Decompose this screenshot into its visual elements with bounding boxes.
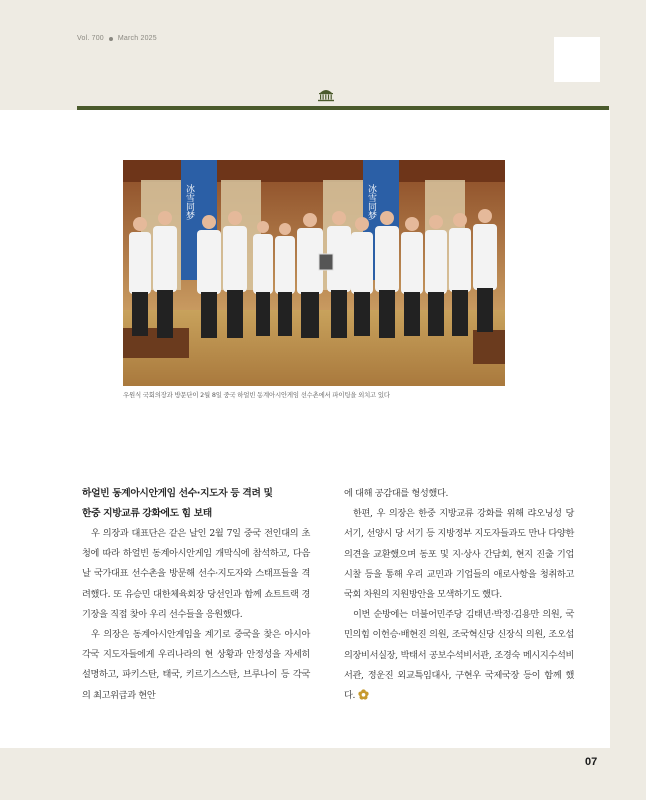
- group-photo: [123, 160, 505, 386]
- paragraph-last: [344, 605, 574, 706]
- article-column-left: [82, 484, 310, 706]
- banner-text-right: 冰雪同梦: [366, 184, 376, 220]
- banner-text-left: 冰雪同梦: [184, 184, 194, 220]
- national-assembly-icon: [316, 88, 336, 102]
- issue-date: March 2025: [117, 35, 157, 42]
- paragraph: 우 의장과 대표단은 같은 날인 2월 7일 중국 전인대의 초청에 따라 하얼빈 동계아시안게임 개막식에 참석하고, 다음날 국가대표 선수촌을 방문해 선수·지도자와 스태프들을 격려했다. 또 유승민 대한체육회장 당선인과 함께 쇼트트랙 경기장을 직접 찾아 우리 선수들을 응원했다.: [82, 528, 310, 620]
- heading-line-1: 하얼빈 동계아시안게임 선수·지도자 등 격려 및: [82, 488, 273, 499]
- flower-end-icon: [358, 689, 369, 700]
- paragraph: 우 의장은 동계아시안게임을 계기로 중국을 찾은 아시아 각국 지도자들에게 우리나라의 현 상황과 안정성을 자세히 설명하고, 파키스탄, 태국, 키르기스스탄, 브루나이 등 각국의 최고위급과 현안: [82, 629, 310, 701]
- article-page: [0, 110, 610, 748]
- page-number: 07: [585, 756, 598, 768]
- corner-tab: [554, 37, 600, 82]
- volume-label: Vol. 700: [77, 35, 104, 42]
- paragraph: 에 대해 공감대를 형성했다.: [344, 488, 449, 499]
- paragraph: 한편, 우 의장은 한중 지방교류 강화를 위해 랴오닝성 당 서기, 선양시 당 서기 등 지방정부 지도자들과도 만나 다양한 의견을 교환했으며 동포 및 지·상사 간담회, 현지 진출 기업 시찰 등을 통해 우리 교민과 기업들의 애로사항을 청취하고 국회 차원의 지원방안을 모색하기도 했다.: [344, 508, 574, 601]
- paragraph-text: 이번 순방에는 더불어민주당 김태년·박정·김용만 의원, 국민의힘 이헌승·배현진 의원, 조국혁신당 신장식 의원, 조오섭 의장비서실장, 박태서 공보수석비서관, 조경숙 메시지수석비서관, 정운진 외교특임대사, 구현우 국제국장 등이 함께 했다.: [344, 609, 574, 702]
- heading-line-2: 한중 지방교류 강화에도 힘 보태: [82, 508, 212, 519]
- group-photo-illustration: [123, 160, 505, 386]
- article-heading: [82, 484, 310, 524]
- article-column-right: [344, 484, 574, 706]
- issue-info: [77, 35, 157, 42]
- photo-caption: 우원식 국회의장과 방문단이 2월 8일 중국 하얼빈 동계아시안게임 선수촌에서 파이팅을 외치고 있다: [123, 391, 390, 399]
- separator-dot: [109, 37, 113, 41]
